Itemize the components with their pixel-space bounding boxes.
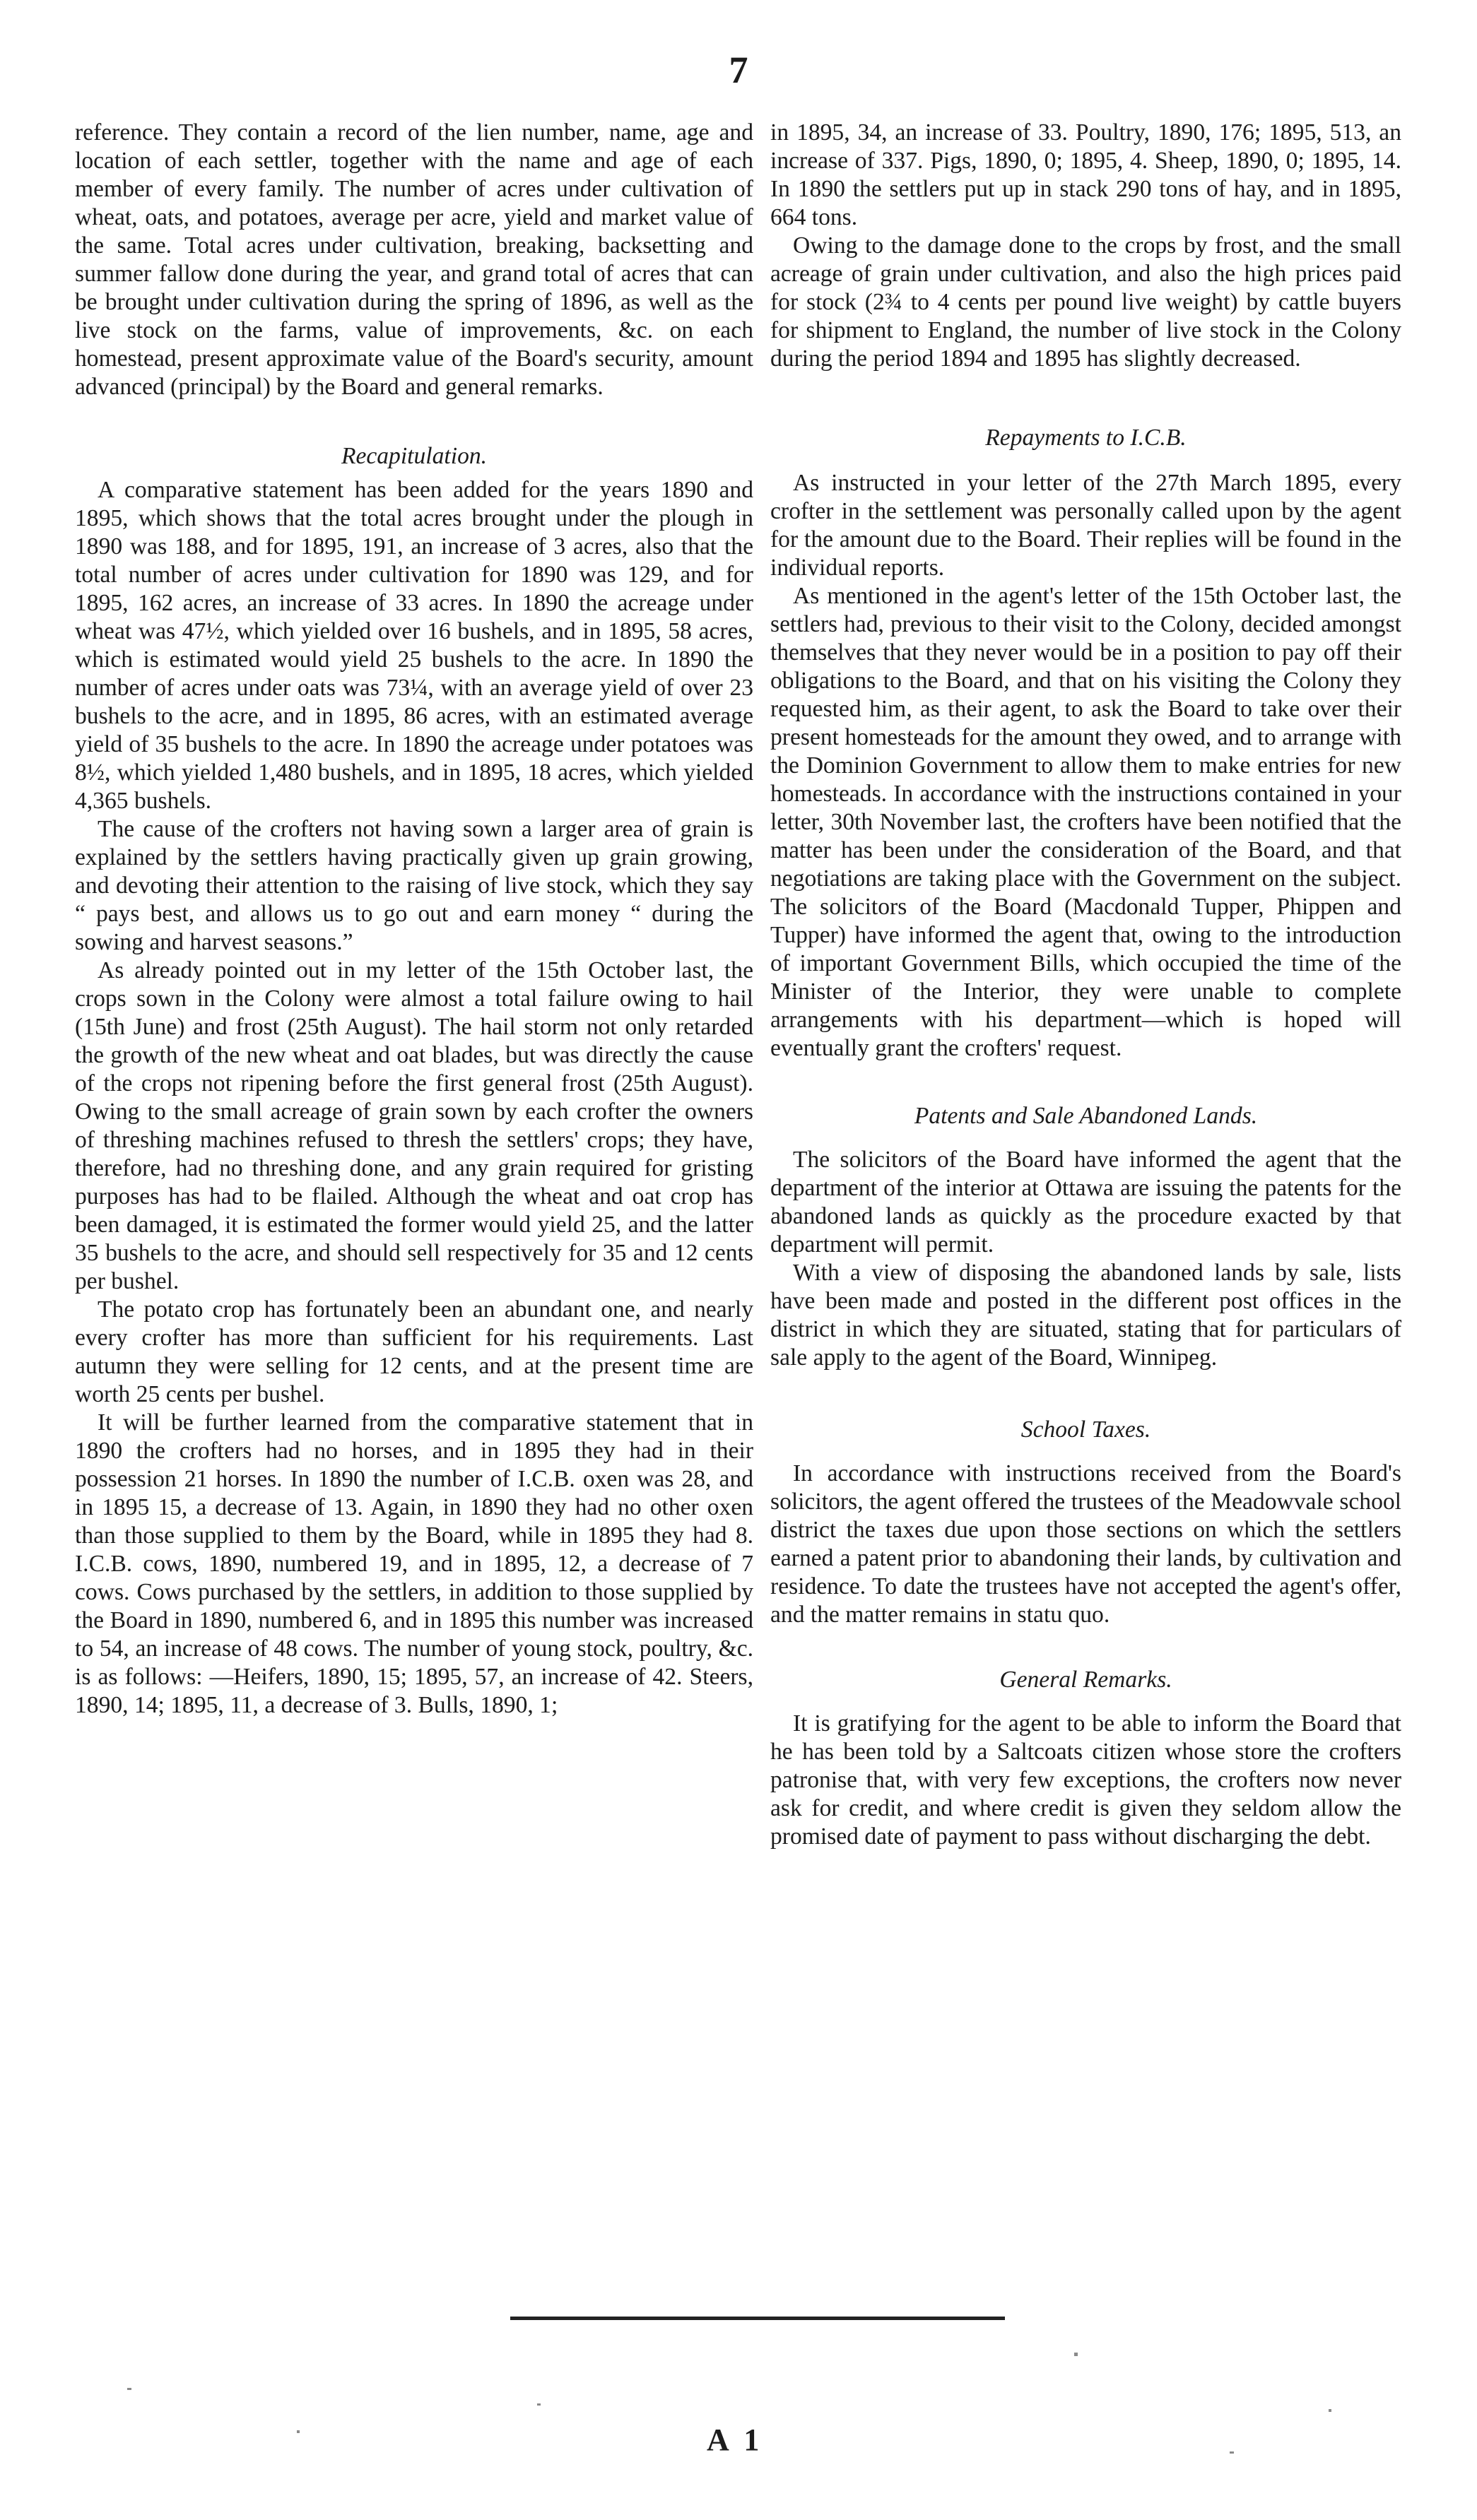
scan-speck bbox=[537, 2403, 541, 2406]
scan-speck bbox=[127, 2388, 131, 2390]
paragraph: The potato crop has fortunately been an abundant one, and nearly every crofter has more than sufficient for his requirements. Last autumn they were selling for 12 cents, and at the present time are worth 25 cents per bushel. bbox=[75, 1296, 753, 1407]
section-heading-recapitulation: Recapitulation. bbox=[341, 443, 488, 469]
scan-speck bbox=[1230, 2451, 1234, 2454]
section-heading-repayments: Repayments to I.C.B. bbox=[985, 425, 1187, 451]
scan-speck bbox=[1329, 2409, 1331, 2412]
paragraph: It will be further learned from the comparative statement that in 1890 the crofters had no horses, and in 1895 they had in their possession 21 horses. In 1890 the number of I.C.B. oxen was 28, and in 1895 15, a decrease of 13. Again, in 1890 they had no other oxen than those supplied to them by the Board, while in 1895 they had 8. I.C.B. cows, 1890, numbered 19, and in 1895, 12, a decrease of 7 cows. Cows purchased by the settlers, in addition to those supplied by the Board in 1890, numbered 6, and in 1895 this number was increased to 54, an increase of 48 cows. The number of young stock, poultry, &c. is as follows: —Heifers, 1890, 15; 1895, 57, an increase of 42. Steers, 1890, 14; 1895, 11, a decrease of 3. Bulls, 1890, 1; bbox=[75, 1409, 753, 1718]
left-column bbox=[75, 119, 753, 1720]
paragraph: The solicitors of the Board have informed the agent that the department of the interior at Ottawa are issuing the patents for the abandoned lands as quickly as the procedure exacted by that department will permit. bbox=[770, 1147, 1401, 1258]
paragraph: Owing to the damage done to the crops by frost, and the small acreage of grain under cultivation, and also the high prices paid for stock (2¾ to 4 cents per pound live weight) by cattle buyers for shipment to England, the number of live stock in the Colony during the period 1894 and 1895 has slightly decreased. bbox=[770, 232, 1401, 372]
paragraph: In accordance with instructions received from the Board's solicitors, the agent offered the trustees of the Meadowvale school district the taxes due upon those sections on which the settlers earned a patent prior to abandoning their lands, by cultivation and residence. To date the trustees have not accepted the agent's offer, and the matter remains in statu quo. bbox=[770, 1460, 1401, 1628]
section-heading-patents: Patents and Sale Abandoned Lands. bbox=[914, 1103, 1258, 1129]
paragraph: A comparative statement has been added for the years 1890 and 1895, which shows that the total acres brought under the plough in 1890 was 188, and for 1895, 191, an increase of 3 acres, also that the total number of acres under cultivation for 1890 was 129, and for 1895, 162 acres, an increase of 33 acres. In 1890 the acreage under wheat was 47½, which yielded over 16 bushels, and in 1895, 58 acres, which is estimated would yield 25 bushels to the acre. In 1890 the number of acres under oats was 73¼, with an average yield of over 23 bushels to the acre, and in 1895, 86 acres, with an estimated average yield of 35 bushels to the acre. In 1890 the acreage under potatoes was 8½, which yielded 1,480 bushels, and in 1895, 18 acres, which yielded 4,365 bushels. bbox=[75, 477, 753, 814]
paragraph: It is gratifying for the agent to be able to inform the Board that he has been told by a Saltcoats citizen whose store the crofters patronise that, with very few exceptions, the crofters now never ask for credit, and where credit is given they seldom allow the promised date of payment to pass without discharging the debt. bbox=[770, 1710, 1401, 1850]
scan-speck bbox=[1074, 2353, 1078, 2356]
paragraph: With a view of disposing the abandoned lands by sale, lists have been made and posted in the different post offices in the district in which they are situated, stating that for particulars of sale apply to the agent of the Board, Winnipeg. bbox=[770, 1260, 1401, 1371]
section-heading-school-taxes: School Taxes. bbox=[1020, 1416, 1151, 1443]
scan-speck bbox=[297, 2430, 300, 2433]
section-heading-general-remarks: General Remarks. bbox=[999, 1667, 1172, 1693]
signature-mark: A 1 bbox=[707, 2423, 764, 2457]
paragraph: reference. They contain a record of the lien number, name, age and location of each settler, together with the name and age of each member of every family. The number of acres under cultivation of wheat, oats, and potatoes, average per acre, yield and market value of the same. Total acres under cultivation, breaking, backsetting and summer fallow done during the year, and grand total of acres that can be brought under cultivation during the spring of 1896, as well as the live stock on the farms, value of improvements, &c. on each homestead, present approximate value of the Board's security, amount advanced (principal) by the Board and general remarks. bbox=[75, 119, 753, 400]
paragraph: As already pointed out in my letter of the 15th October last, the crops sown in the Colony were almost a total failure owing to hail (15th June) and frost (25th August). The hail storm not only retarded the growth of the new wheat and oat blades, but was directly the cause of the crops not ripening before the first general frost (25th August). Owing to the small acreage of grain sown by each crofter the owners of threshing machines refused to thresh the settlers' crops; they have, therefore, had no threshing done, and any grain required for gristing purposes has had to be flailed. Although the wheat and oat crop has been damaged, it is estimated the former would yield 25, and the latter 35 bushels to the acre, and should sell respectively for 35 and 12 cents per bushel. bbox=[75, 957, 753, 1294]
paragraph: As mentioned in the agent's letter of the 15th October last, the settlers had, previous to their visit to the Colony, decided amongst themselves that they never would be in a position to pay off their obligations to the Board, and that on his visiting the Colony they requested him, as their agent, to ask the Board to take over their present homesteads for the amount they owed, and to arrange with the Dominion Government to allow them to make entries for new homesteads. In accordance with the instructions contained in your letter, 30th November last, the crofters have been notified that the matter has been under the consideration of the Board, and that negotiations are taking place with the Government on the subject. The solicitors of the Board (Macdonald Tupper, Phippen and Tupper) have informed the agent that, owing to the introduction of important Government Bills, which occupied the time of the Minister of the Interior, they were unable to complete arrangements with his department—which is hoped will eventually grant the crofters' request. bbox=[770, 583, 1401, 1061]
closing-rule bbox=[510, 2317, 1005, 2320]
right-column bbox=[770, 119, 1401, 1851]
paragraph: As instructed in your letter of the 27th March 1895, every crofter in the settlement was personally called upon by the agent for the amount due to the Board. Their replies will be found in the individual reports. bbox=[770, 470, 1401, 581]
page-number: 7 bbox=[729, 49, 748, 91]
paragraph: The cause of the crofters not having sown a larger area of grain is explained by the settlers having practically given up grain growing, and devoting their attention to the raising of live stock, which they say “ pays best, and allows us to go out and earn money “ during the sowing and harvest seasons.” bbox=[75, 816, 753, 955]
paragraph: in 1895, 34, an increase of 33. Poultry, 1890, 176; 1895, 513, an increase of 337. Pigs, 1890, 0; 1895, 4. Sheep, 1890, 0; 1895, 14. In 1890 the settlers put up in stack 290 tons of hay, and in 1895, 664 tons. bbox=[770, 119, 1401, 230]
